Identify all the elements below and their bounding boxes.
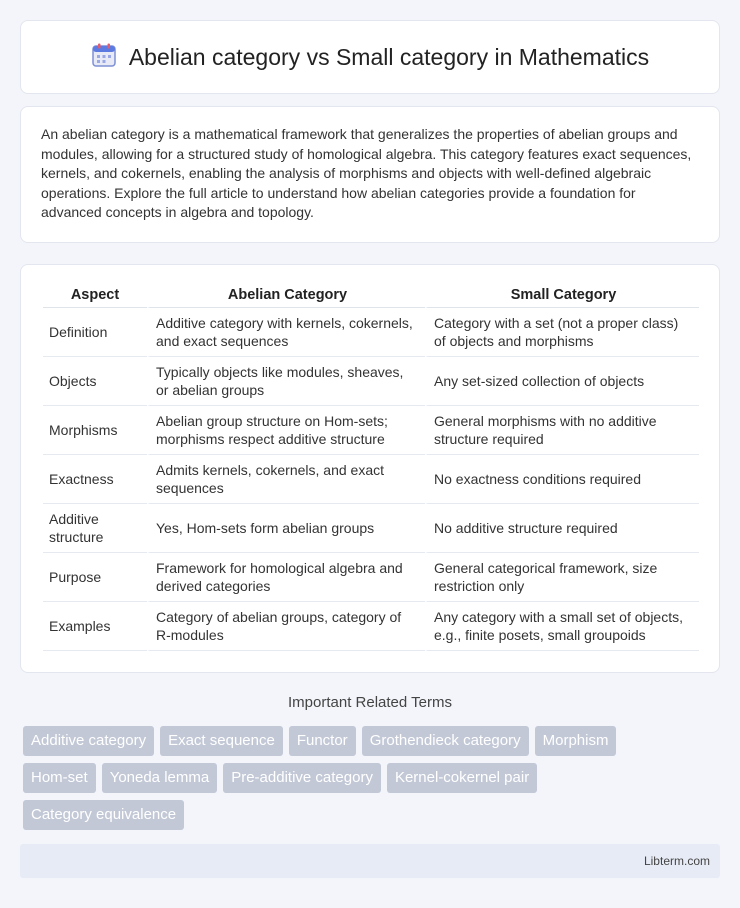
comparison-table: [43, 285, 699, 651]
tag-row: [23, 726, 723, 756]
row-abelian: Framework for homological algebra and derived categories: [147, 553, 425, 602]
row-small: No additive structure required: [425, 504, 699, 553]
table-row: [43, 308, 699, 357]
row-aspect: Exactness: [43, 455, 147, 504]
row-aspect: Morphisms: [43, 406, 147, 455]
related-terms-title: Important Related Terms: [288, 694, 452, 711]
tag-link[interactable]: Category equivalence: [23, 800, 184, 830]
table-row: [43, 406, 699, 455]
row-aspect: Examples: [43, 602, 147, 651]
row-small: Any category with a small set of objects, e.g., finite posets, small groupoids: [425, 602, 699, 651]
tag-link[interactable]: Functor: [289, 726, 356, 756]
table-row: [43, 504, 699, 553]
table-header-row: [43, 285, 699, 308]
row-aspect: Definition: [43, 308, 147, 357]
row-abelian: Admits kernels, cokernels, and exact sequences: [147, 455, 425, 504]
row-abelian: Category of abelian groups, category of R-modules: [147, 602, 425, 651]
row-small: Category with a set (not a proper class) of objects and morphisms: [425, 308, 699, 357]
tag-link[interactable]: Morphism: [535, 726, 617, 756]
table-row: [43, 602, 699, 651]
related-terms-tags: [23, 726, 723, 837]
row-small: General categorical framework, size restriction only: [425, 553, 699, 602]
table-row: [43, 357, 699, 406]
calendar-icon: [91, 42, 117, 73]
page-title: Abelian category vs Small category in Mathematics: [128, 43, 650, 70]
intro-card: [20, 106, 720, 243]
intro-text: An abelian category is a mathematical framework that generalizes the properties of abelian groups and modules, allowing for a structured study of homological algebra. This category features exact sequences, kernels, and cokernels, enabling the analysis of morphisms and objects with well-defined algebraic operations. Explore the full article to understand how abelian categories provide a foundation for advanced concepts in algebra and topology.: [41, 126, 692, 220]
tag-link[interactable]: Yoneda lemma: [102, 763, 218, 793]
footer-site-link[interactable]: Libterm.com: [643, 854, 710, 868]
header-abelian: Abelian Category: [147, 285, 425, 308]
row-abelian: Yes, Hom-sets form abelian groups: [147, 504, 425, 553]
row-small: Any set-sized collection of objects: [425, 357, 699, 406]
row-small: General morphisms with no additive structure required: [425, 406, 699, 455]
comparison-card: [20, 264, 720, 673]
header-aspect: Aspect: [43, 285, 147, 308]
row-aspect: Purpose: [43, 553, 147, 602]
row-aspect: Additive structure: [43, 504, 147, 553]
row-aspect: Objects: [43, 357, 147, 406]
table-row: [43, 455, 699, 504]
tag-link[interactable]: Exact sequence: [160, 726, 283, 756]
row-abelian: Abelian group structure on Hom-sets; morphisms respect additive structure: [147, 406, 425, 455]
tag-row: [23, 763, 723, 793]
header-small: Small Category: [425, 285, 699, 308]
table-row: [43, 553, 699, 602]
row-small: No exactness conditions required: [425, 455, 699, 504]
title-wrap: [91, 42, 649, 73]
tag-link[interactable]: Additive category: [23, 726, 154, 756]
row-abelian: Typically objects like modules, sheaves, or abelian groups: [147, 357, 425, 406]
tag-link[interactable]: Pre-additive category: [223, 763, 381, 793]
header-card: [20, 20, 720, 94]
footer: [20, 844, 720, 878]
tag-row: [23, 800, 723, 830]
tag-link[interactable]: Grothendieck category: [362, 726, 529, 756]
row-abelian: Additive category with kernels, cokernels, and exact sequences: [147, 308, 425, 357]
tag-link[interactable]: Hom-set: [23, 763, 96, 793]
tag-link[interactable]: Kernel-cokernel pair: [387, 763, 537, 793]
